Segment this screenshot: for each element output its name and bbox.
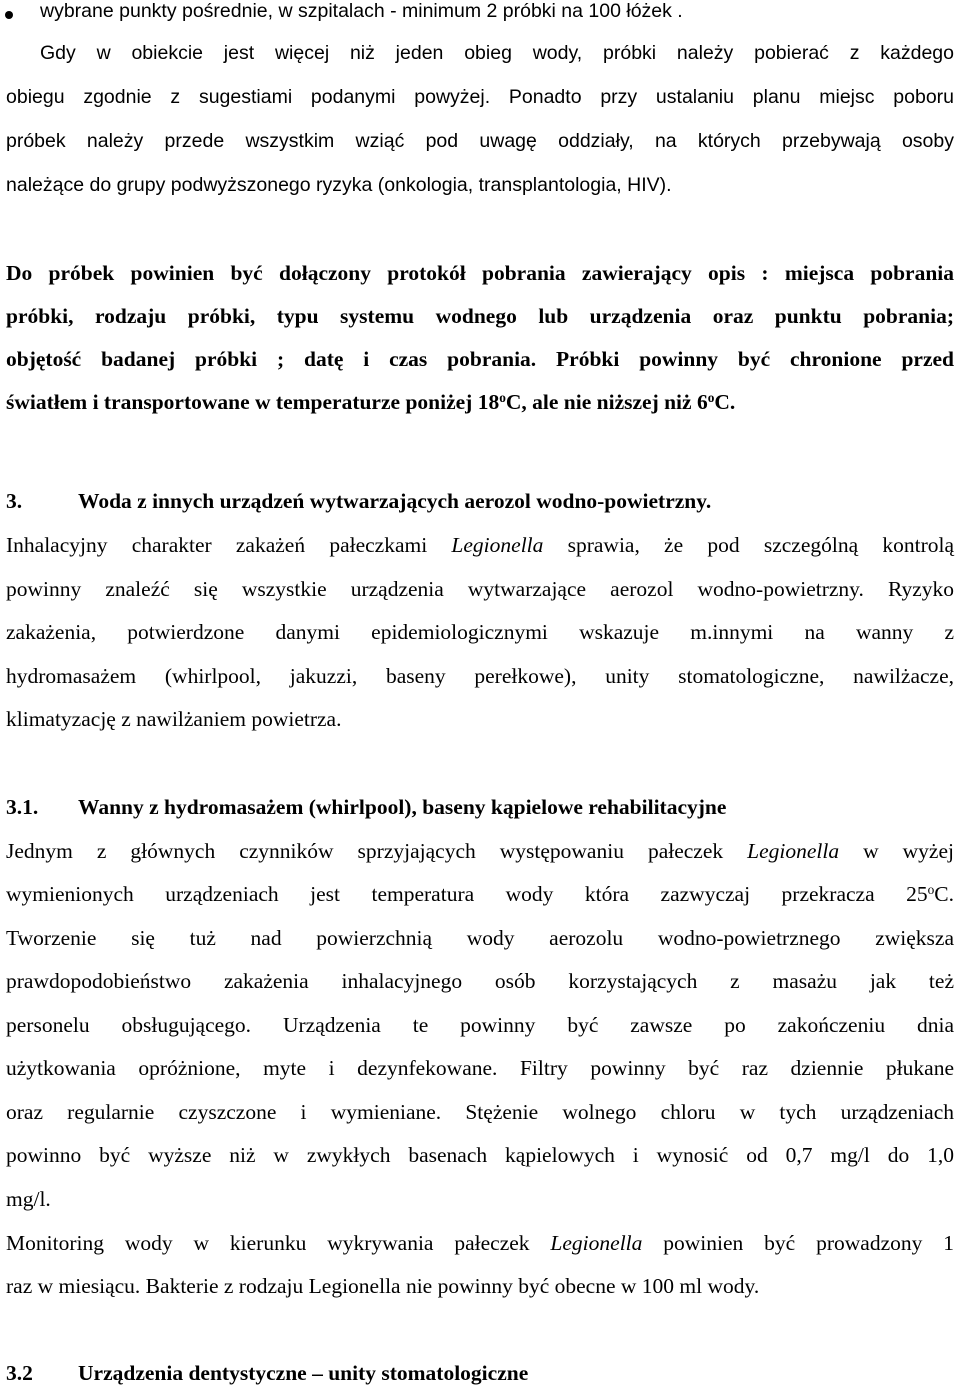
paragraph-1-line-1: Gdy w obiekcie jest więcej niż jeden obieg wody, próbki należy pobierać z każdego [40, 42, 954, 64]
section-3-1-title: Wanny z hydromasażem (whirlpool), baseny kąpielowe rehabilitacyjne [78, 795, 727, 819]
paragraph-1-line-3: próbek należy przede wszystkim wziąć pod uwagę oddziały, na których przebywają osoby [6, 130, 954, 152]
paragraph-1-line-2: obiegu zgodnie z sugestiami podanymi powyżej. Ponadto przy ustalaniu planu miejsc poboru [6, 86, 954, 108]
section-3-line-1-b: sprawia, że pod szczególną kontrolą [543, 533, 955, 557]
section-3-1-line-7: oraz regularnie czyszczone i wymieniane. Stężenie wolnego chloru w tych urządzeniach [6, 1100, 954, 1124]
monitoring-line-1-a: Monitoring wody w kierunku wykrywania pałeczek [6, 1231, 551, 1255]
paragraph-2-line-2: próbki, rodzaju próbki, typu systemu wodnego lub urządzenia oraz punktu pobrania; [6, 304, 954, 328]
section-3-2-number: 3.2 [6, 1361, 33, 1385]
legionella-italic: Legionella [747, 839, 840, 863]
section-3-number: 3. [6, 489, 23, 513]
paragraph-2-line-4-b: C, ale nie niższej niż 6 [505, 390, 708, 414]
monitoring-line-1 [6, 1231, 954, 1256]
section-3-1-line-1 [6, 839, 954, 864]
section-3-1-heading [6, 795, 954, 820]
section-3-line-4: hydromasażem (whirlpool, jakuzzi, baseny perełkowe), unity stomatologiczne, nawilżacze, [6, 664, 954, 688]
paragraph-2-line-1: Do próbek powinien być dołączony protokół pobrania zawierający opis : miejsca pobrania [6, 261, 954, 285]
bullet-text: wybrane punkty pośrednie, w szpitalach - minimum 2 próbki na 100 łóżek . [40, 0, 683, 22]
section-3-line-1 [6, 533, 954, 558]
section-3-2-title: Urządzenia dentystyczne – unity stomatologiczne [78, 1361, 529, 1385]
monitoring-line-1-b: powinien być prowadzony 1 [642, 1231, 954, 1255]
section-3-1-line-1-b: w wyżej [839, 839, 954, 863]
legionella-italic: Legionella [550, 1231, 643, 1255]
section-3-1-line-2-a: wymienionych urządzeniach jest temperatura wody która zazwyczaj przekracza 25 [6, 882, 928, 906]
section-3-title: Woda z innych urządzeń wytwarzających aerozol wodno-powietrzny. [78, 489, 712, 513]
section-3-1-line-1-a: Jednym z głównych czynników sprzyjających występowaniu pałeczek [6, 839, 748, 863]
paragraph-2-line-4-a: światłem i transportowane w temperaturze poniżej 18 [6, 390, 500, 414]
section-3-1-line-2 [6, 882, 954, 907]
monitoring-line-2: raz w miesiącu. Bakterie z rodzaju Legionella nie powinny być obecne w 100 ml wody. [6, 1274, 760, 1298]
paragraph-2-line-4-c: C. [714, 390, 736, 414]
degree-superscript-2: o [707, 389, 715, 405]
section-3-line-2: powinny znaleźć się wszystkie urządzenia wytwarzające aerozol wodno-powietrzny. Ryzyko [6, 577, 954, 601]
paragraph-1-line-4: należące do grupy podwyższonego ryzyka (onkologia, transplantologia, HIV). [6, 174, 672, 196]
section-3-1-line-8: powinno być wyższe niż w zwykłych basenach kąpielowych i wynosić od 0,7 mg/l do 1,0 [6, 1143, 954, 1167]
paragraph-2-line-4 [6, 390, 954, 415]
section-3-heading [6, 489, 954, 514]
section-3-1-number: 3.1. [6, 795, 39, 819]
degree-superscript-3: o [927, 881, 935, 897]
section-3-1-line-6: użytkowania opróżnione, myte i dezynfekowane. Filtry powinny być raz dziennie płukane [6, 1056, 954, 1080]
section-3-1-line-5: personelu obsługującego. Urządzenia te powinny być zawsze po zakończeniu dnia [6, 1013, 954, 1037]
legionella-italic: Legionella [451, 533, 544, 557]
section-3-1-line-9: mg/l. [6, 1187, 51, 1211]
degree-superscript-1: o [499, 389, 506, 405]
section-3-1-line-4: prawdopodobieństwo zakażenia inhalacyjnego osób korzystających z masażu jak też [6, 969, 954, 993]
section-3-1-line-2-b: C. [934, 882, 954, 906]
section-3-2-heading [6, 1361, 954, 1386]
section-3-line-1-a: Inhalacyjny charakter zakażeń pałeczkami [6, 533, 452, 557]
bullet-icon [5, 11, 13, 19]
section-3-line-5: klimatyzację z nawilżaniem powietrza. [6, 707, 342, 731]
paragraph-2-line-3: objętość badanej próbki ; datę i czas pobrania. Próbki powinny być chronione przed [6, 347, 954, 371]
section-3-line-3: zakażenia, potwierdzone danymi epidemiologicznymi wskazuje m.innymi na wanny z [6, 620, 954, 644]
section-3-1-line-3: Tworzenie się tuż nad powierzchnią wody aerozolu wodno-powietrznego zwiększa [6, 926, 954, 950]
